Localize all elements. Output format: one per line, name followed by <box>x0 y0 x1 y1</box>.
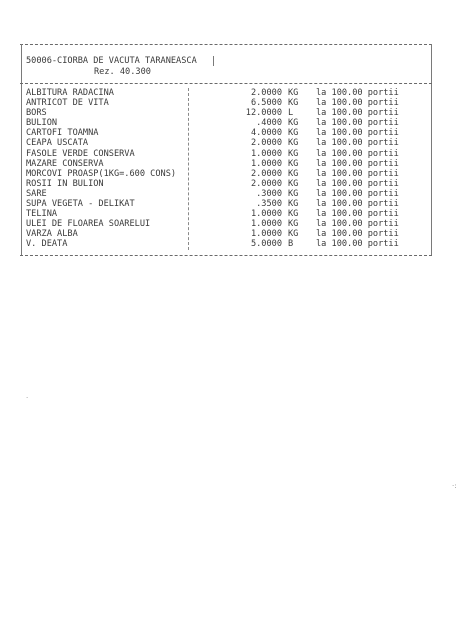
ingredient-portion: la 100.00 portii <box>316 199 399 210</box>
ingredient-name: CEAPA USCATA <box>26 138 89 149</box>
ingredient-portion: la 100.00 portii <box>316 118 399 129</box>
ingredient-row <box>26 239 431 249</box>
ingredient-name: ALBITURA RADACINA <box>26 88 114 98</box>
ingredient-unit: KG <box>288 188 299 199</box>
ingredient-qty: .4000 <box>256 118 282 129</box>
ingredient-name: ULEI DE FLOAREA SOARELUI <box>26 219 151 230</box>
ingredient-qty: .3500 <box>256 199 282 210</box>
ingredient-name: FASOLE VERDE CONSERVA <box>26 148 135 159</box>
ingredient-unit: KG <box>288 148 299 159</box>
ingredient-portion: la 100.00 portii <box>316 138 399 149</box>
ingredient-unit: B <box>288 239 294 250</box>
ingredient-unit: L <box>288 108 294 119</box>
ingredient-portion: la 100.00 portii <box>316 158 399 169</box>
ingredient-qty: 2.0000 <box>250 138 282 149</box>
ingredient-row <box>26 189 431 199</box>
ingredient-unit: KG <box>288 209 299 220</box>
ingredient-unit: KG <box>288 168 299 179</box>
ingredient-name: TELINA <box>26 209 58 220</box>
bottom-divider <box>20 255 432 256</box>
ingredient-name: BULION <box>26 118 58 129</box>
ingredient-portion: la 100.00 portii <box>316 239 399 250</box>
ingredient-row <box>26 98 431 108</box>
ingredient-qty: 2.0000 <box>250 168 282 179</box>
ingredient-name: MORCOVI PROASP(1KG=.600 CONS) <box>26 168 177 179</box>
ingredient-row <box>26 219 431 229</box>
ingredient-qty: .3000 <box>256 188 282 199</box>
ingredient-portion: la 100.00 portii <box>316 128 399 139</box>
ingredient-name: VARZA ALBA <box>26 229 78 240</box>
ingredient-name: SARE <box>26 188 47 199</box>
ingredient-name: ANTRICOT DE VITA <box>26 98 109 109</box>
ingredient-row <box>26 138 431 148</box>
ingredient-qty: 1.0000 <box>250 158 282 169</box>
top-divider <box>20 44 432 45</box>
ingredient-portion: la 100.00 portii <box>316 219 399 230</box>
ingredient-qty: 2.0000 <box>250 88 282 98</box>
ingredient-portion: la 100.00 portii <box>316 168 399 179</box>
ingredient-qty: 5.0000 <box>250 239 282 250</box>
ingredient-unit: KG <box>288 118 299 129</box>
ingredient-portion: la 100.00 portii <box>316 88 399 98</box>
ingredient-row <box>26 118 431 128</box>
ingredient-row <box>26 108 431 118</box>
ingredient-row <box>26 149 431 159</box>
ingredient-unit: KG <box>288 178 299 189</box>
ingredient-qty: 4.0000 <box>250 128 282 139</box>
ingredient-portion: la 100.00 portii <box>316 178 399 189</box>
ingredient-portion: la 100.00 portii <box>316 188 399 199</box>
ingredient-unit: KG <box>288 158 299 169</box>
recipe-title: 50006-CIORBA DE VACUTA TARANEASCA <box>26 56 197 66</box>
ingredient-portion: la 100.00 portii <box>316 108 399 119</box>
ingredient-list <box>26 88 431 250</box>
ingredient-portion: la 100.00 portii <box>316 98 399 109</box>
ingredient-qty: 1.0000 <box>250 219 282 230</box>
ingredient-row <box>26 179 431 189</box>
ingredient-row <box>26 88 431 98</box>
ingredient-unit: KG <box>288 138 299 149</box>
ingredient-qty: 1.0000 <box>250 209 282 220</box>
ingredient-name: ROSII IN BULION <box>26 178 104 189</box>
ingredient-name: SUPA VEGETA - DELIKAT <box>26 199 135 210</box>
ingredient-row <box>26 128 431 138</box>
scan-speck: · <box>26 394 29 402</box>
ingredient-name: V. DEATA <box>26 239 68 250</box>
ingredient-unit: KG <box>288 229 299 240</box>
ingredient-row <box>26 209 431 219</box>
ingredient-unit: KG <box>288 88 299 98</box>
ingredient-name: CARTOFI TOAMNA <box>26 128 99 139</box>
ingredient-row <box>26 159 431 169</box>
ingredient-row <box>26 199 431 209</box>
scan-speck: ·: <box>452 482 457 490</box>
ingredient-row <box>26 229 431 239</box>
ingredient-unit: KG <box>288 98 299 109</box>
ingredient-row <box>26 169 431 179</box>
ingredient-name: MAZARE CONSERVA <box>26 158 104 169</box>
ingredient-qty: 2.0000 <box>250 178 282 189</box>
ingredient-portion: la 100.00 portii <box>316 209 399 220</box>
ingredient-qty: 12.0000 <box>245 108 282 119</box>
ingredient-qty: 6.5000 <box>250 98 282 109</box>
header-divider <box>20 83 432 84</box>
ingredient-portion: la 100.00 portii <box>316 229 399 240</box>
ingredient-unit: KG <box>288 219 299 230</box>
ingredient-portion: la 100.00 portii <box>316 148 399 159</box>
ingredient-qty: 1.0000 <box>250 148 282 159</box>
ingredient-qty: 1.0000 <box>250 229 282 240</box>
left-border <box>21 44 22 256</box>
ingredient-unit: KG <box>288 128 299 139</box>
ingredient-unit: KG <box>288 199 299 210</box>
right-border <box>431 44 432 256</box>
recipe-yield: Rez. 40.300 <box>94 67 151 77</box>
title-separator <box>213 56 214 66</box>
ingredient-name: BORS <box>26 108 47 119</box>
